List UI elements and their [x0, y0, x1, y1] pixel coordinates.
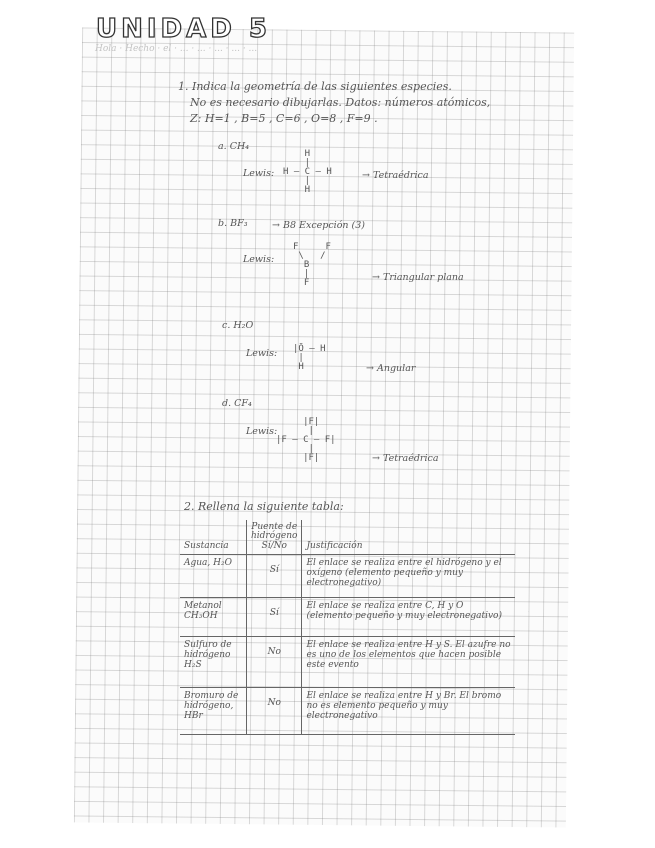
- table-row: [180, 598, 515, 637]
- cell-puente: Sí: [247, 555, 302, 598]
- cell-puente: Sí: [247, 598, 302, 637]
- table-row: [180, 555, 515, 598]
- table-row: [180, 637, 515, 688]
- item-b-note: → B8 Excepción (3): [272, 220, 366, 231]
- cell-sustancia: Sulfuro de hidrógeno H₂S: [180, 637, 247, 688]
- item-a-lewis-label: Lewis:: [243, 168, 275, 179]
- item-b-label: b. BF₃: [218, 218, 248, 229]
- item-d-lewis-label: Lewis:: [246, 426, 278, 437]
- hydrogen-bond-table: [180, 520, 515, 735]
- cell-justificacion: El enlace se realiza entre el hidrógeno y el oxígeno (elemento pequeño y muy electronegativo): [302, 555, 516, 598]
- table-header-row: [180, 520, 515, 555]
- ch4-lewis-structure: H | H – C – H | H: [283, 149, 332, 195]
- item-c-lewis-label: Lewis:: [246, 348, 278, 359]
- header-puente: Puente de hidrógeno Sí/No: [247, 520, 302, 555]
- item-a-result: → Tetraédrica: [362, 170, 429, 181]
- header-justificacion: Justificación: [302, 520, 516, 555]
- table-row: [180, 688, 515, 735]
- item-b-result: → Triangular plana: [372, 272, 464, 283]
- cell-justificacion: El enlace se realiza entre H y S. El azufre no es uno de los elementos que hacen posible este evento: [302, 637, 516, 688]
- cell-justificacion: El enlace se realiza entre C, H y O (elemento pequeño y muy electronegativo): [302, 598, 516, 637]
- item-c-result: → Angular: [366, 363, 416, 374]
- cell-puente: No: [247, 637, 302, 688]
- question-1-line-3: Z: H=1 , B=5 , C=6 , O=8 , F=9 .: [190, 112, 378, 125]
- bf3-lewis-structure: F F \ / B | F: [293, 242, 331, 288]
- question-2-title: 2. Rellena la siguiente tabla:: [184, 500, 344, 513]
- question-1-line-2: No es necesario dibujarlas. Datos: números atómicos,: [190, 96, 491, 109]
- question-1-line-1: 1. Indica la geometría de las siguientes especies.: [178, 80, 452, 93]
- cell-justificacion: El enlace se realiza entre H y Br. El bromo no es elemento pequeño y muy electronegativo: [302, 688, 516, 735]
- item-a-label: a. CH₄: [218, 141, 250, 152]
- cf4-lewis-structure: |F| | |F – C – F| | |F|: [276, 417, 336, 463]
- item-d-label: d. CF₄: [222, 398, 252, 409]
- h2o-lewis-structure: |Ō – H | H: [293, 344, 326, 372]
- item-c-label: c. H₂O: [222, 320, 254, 331]
- cell-sustancia: Bromuro de hidrógeno, HBr: [180, 688, 247, 735]
- cell-puente: No: [247, 688, 302, 735]
- item-b-lewis-label: Lewis:: [243, 254, 275, 265]
- cell-sustancia: Metanol CH₃OH: [180, 598, 247, 637]
- faint-background-text: Hola · Hecho · el · ... · ... · ... · ... · ...: [95, 44, 258, 54]
- page-title: UNIDAD 5: [96, 14, 271, 44]
- item-d-result: → Tetraédrica: [372, 453, 439, 464]
- cell-sustancia: Agua, H₂O: [180, 555, 247, 598]
- header-sustancia: Sustancia: [180, 520, 247, 555]
